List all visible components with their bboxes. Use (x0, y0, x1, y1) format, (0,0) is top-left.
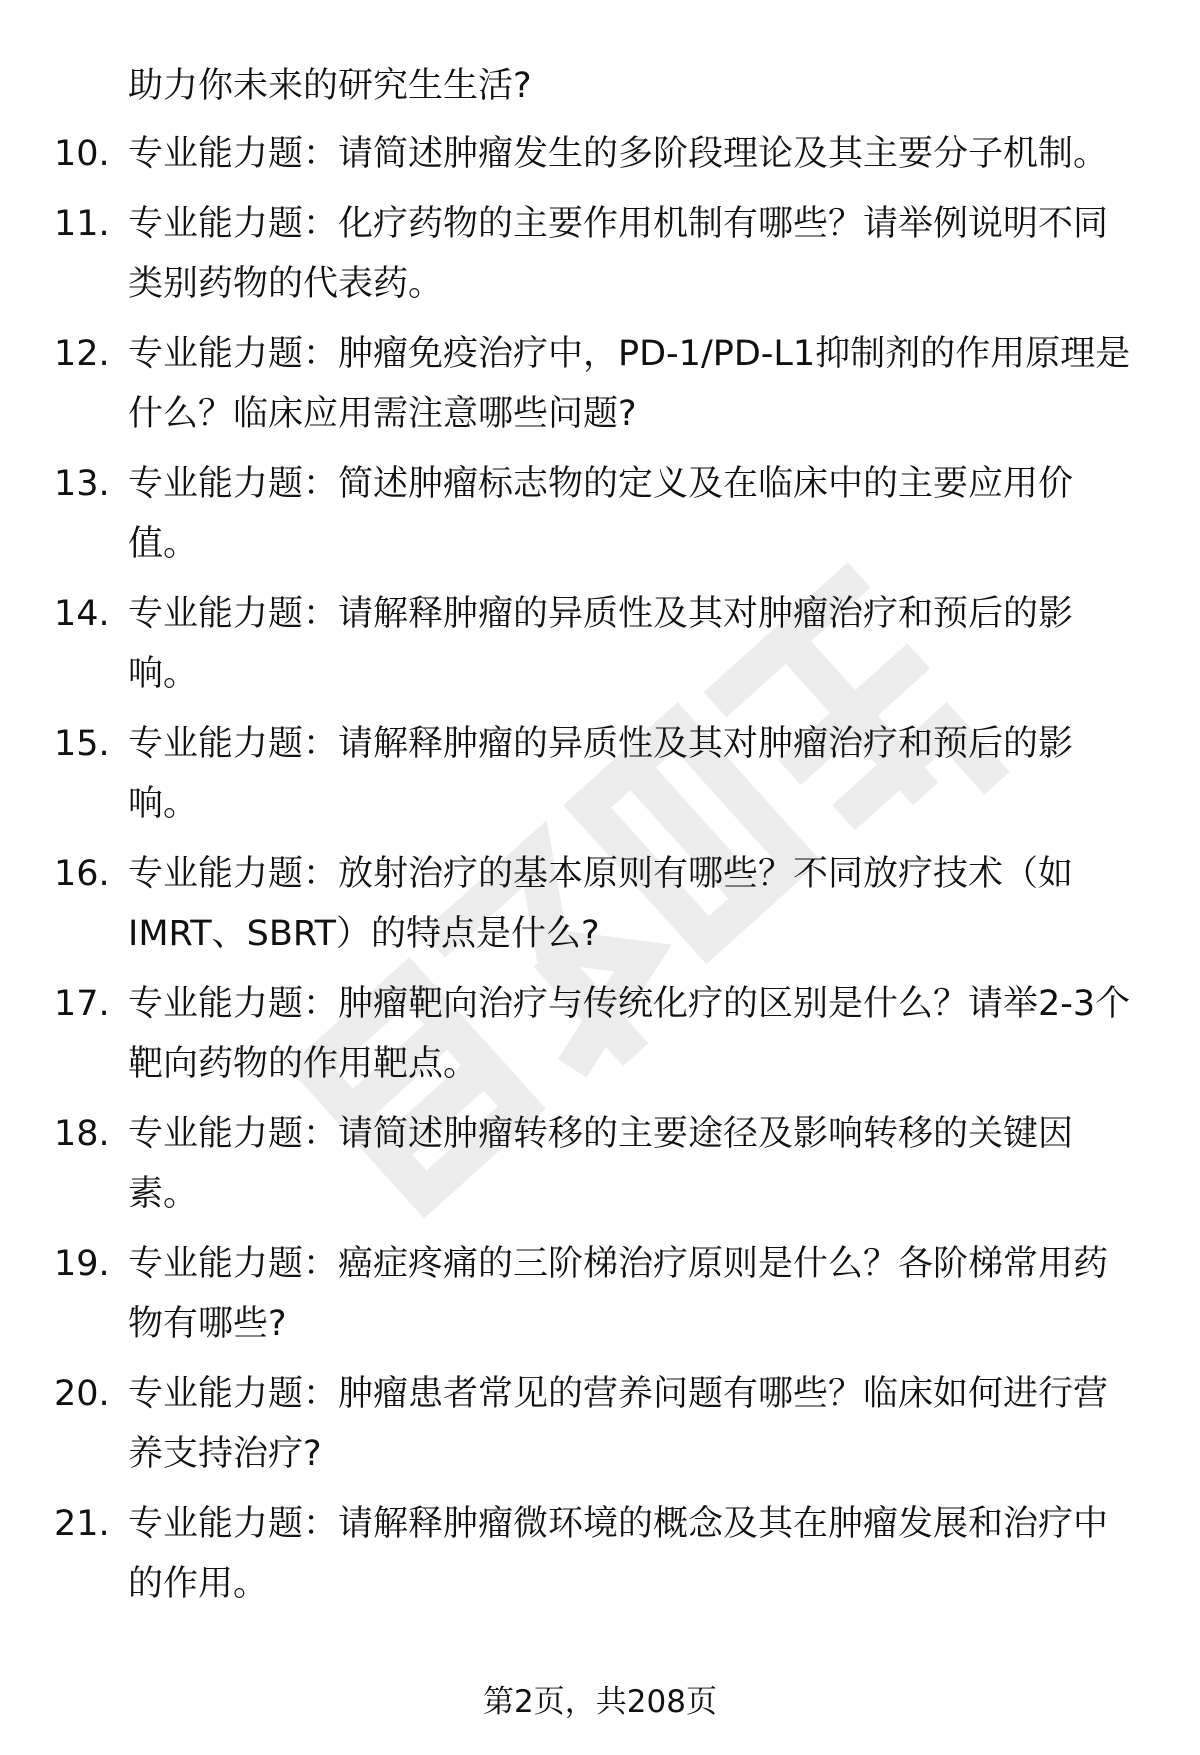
question-number: 21. (54, 1504, 110, 1544)
question-text: 专业能力题：请解释肿瘤微环境的概念及其在肿瘤发展和治疗中的作用。 (128, 1504, 1109, 1604)
question-text: 专业能力题：请解释肿瘤的异质性及其对肿瘤治疗和预后的影响。 (128, 594, 1074, 694)
question-number: 17. (54, 984, 110, 1024)
question-text: 专业能力题：请简述肿瘤发生的多阶段理论及其主要分子机制。 (128, 134, 1109, 174)
question-number: 14. (54, 594, 110, 634)
question-number: 13. (54, 464, 110, 504)
question-number: 20. (54, 1374, 110, 1414)
question-number: 12. (54, 334, 110, 374)
question-text: 专业能力题：化疗药物的主要作用机制有哪些？请举例说明不同类别药物的代表药。 (128, 204, 1109, 304)
question-text: 专业能力题：请简述肿瘤转移的主要途径及影响转移的关键因素。 (128, 1114, 1074, 1214)
question-text: 专业能力题：简述肿瘤标志物的定义及在临床中的主要应用价值。 (128, 464, 1074, 564)
question-number: 15. (54, 724, 110, 764)
question-text: 专业能力题：放射治疗的基本原则有哪些？不同放疗技术（如IMRT、SBRT）的特点是什么? (128, 854, 1074, 954)
question-number: 10. (54, 134, 110, 174)
continuation-line: 助力你未来的研究生生活? (128, 66, 532, 106)
page-footer: 第2页，共208页 (483, 1684, 717, 1720)
question-text: 专业能力题：肿瘤靶向治疗与传统化疗的区别是什么？请举2-3个靶向药物的作用靶点。 (128, 984, 1131, 1084)
question-number: 19. (54, 1244, 110, 1284)
question-text: 专业能力题：肿瘤免疫治疗中，PD-1/PD-L1抑制剂的作用原理是什么？临床应用需注意哪些问题? (128, 334, 1131, 434)
question-number: 11. (54, 204, 110, 244)
question-number: 18. (54, 1114, 110, 1154)
question-text: 专业能力题：请解释肿瘤的异质性及其对肿瘤治疗和预后的影响。 (128, 724, 1074, 824)
question-number: 16. (54, 854, 110, 894)
question-text: 专业能力题：癌症疼痛的三阶梯治疗原则是什么？各阶梯常用药物有哪些? (128, 1244, 1109, 1344)
question-text: 专业能力题：肿瘤患者常见的营养问题有哪些？临床如何进行营养支持治疗? (128, 1374, 1109, 1474)
